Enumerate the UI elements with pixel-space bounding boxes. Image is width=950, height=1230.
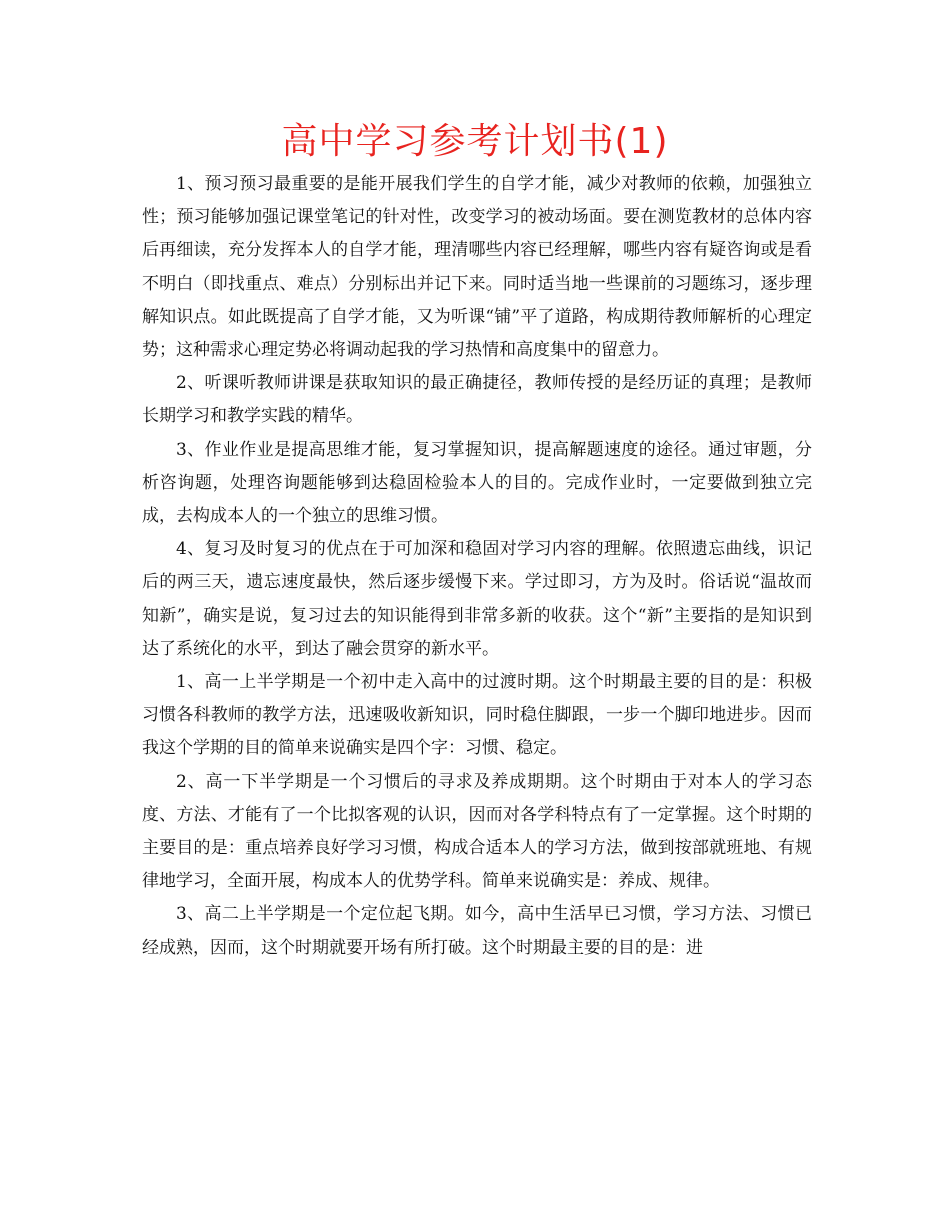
document-title: 高中学习参考计划书(1): [281, 121, 669, 162]
paragraph-homework: 3、作业作业是提高思维才能，复习掌握知识，提高解题速度的途径。通过审题，分析咨询题，处理咨询题能够到达稳固检验本人的目的。完成作业时，一定要做到独立完成，去构成本人的一个独立的思维习惯。: [142, 439, 812, 527]
paragraph-grade10-first-half: 1、高一上半学期是一个初中走入高中的过渡时期。这个时期最主要的目的是：积极习惯各科教师的教学方法，迅速吸收新知识，同时稳住脚跟，一步一个脚印地进步。因而我这个学期的目的简单来说确实是四个字：习惯、稳定。: [142, 672, 812, 759]
paragraph-grade11-first-half: 3、高二上半学期是一个定位起飞期。如今，高中生活早已习惯，学习方法、习惯已经成熟，因而，这个时期就要开场有所打破。这个时期最主要的目的是：进: [142, 904, 812, 958]
document-body: [142, 168, 812, 965]
paragraph-listening: 2、听课听教师讲课是获取知识的最正确捷径，教师传授的是经历证的真理；是教师长期学习和教学实践的精华。: [142, 373, 812, 427]
paragraph-review: 4、复习及时复习的优点在于可加深和稳固对学习内容的理解。依照遗忘曲线，识记后的两三天，遗忘速度最快，然后逐步缓慢下来。学过即习，方为及时。俗话说“温故而知新”，确实是说，复习过去的知识能得到非常多新的收获。这个“新”主要指的是知识到达了系统化的水平，到达了融会贯穿的新水平。: [142, 539, 812, 659]
paragraph-grade10-second-half: 2、高一下半学期是一个习惯后的寻求及养成期期。这个时期由于对本人的学习态度、方法、才能有了一个比拟客观的认识，因而对各学科特点有了一定掌握。这个时期的主要目的是：重点培养良好学习习惯，构成合适本人的学习方法，做到按部就班地、有规律地学习，全面开展，构成本人的优势学科。简单来说确实是：养成、规律。: [142, 771, 812, 892]
paragraph-preview: 1、预习预习最重要的是能开展我们学生的自学才能，减少对教师的依赖，加强独立性；预习能够加强记课堂笔记的针对性，改变学习的被动场面。要在测览教材的总体内容后再细读，充分发挥本人的自学才能，理清哪些内容已经理解，哪些内容有疑咨询或是看不明白（即找重点、难点）分别标出并记下来。同时适当地一些课前的习题练习，逐步理解知识点。如此既提高了自学才能，又为听课“铺”平了道路，构成期待教师解析的心理定势；这种需求心理定势必将调动起我的学习热情和高度集中的留意力。: [142, 174, 812, 361]
